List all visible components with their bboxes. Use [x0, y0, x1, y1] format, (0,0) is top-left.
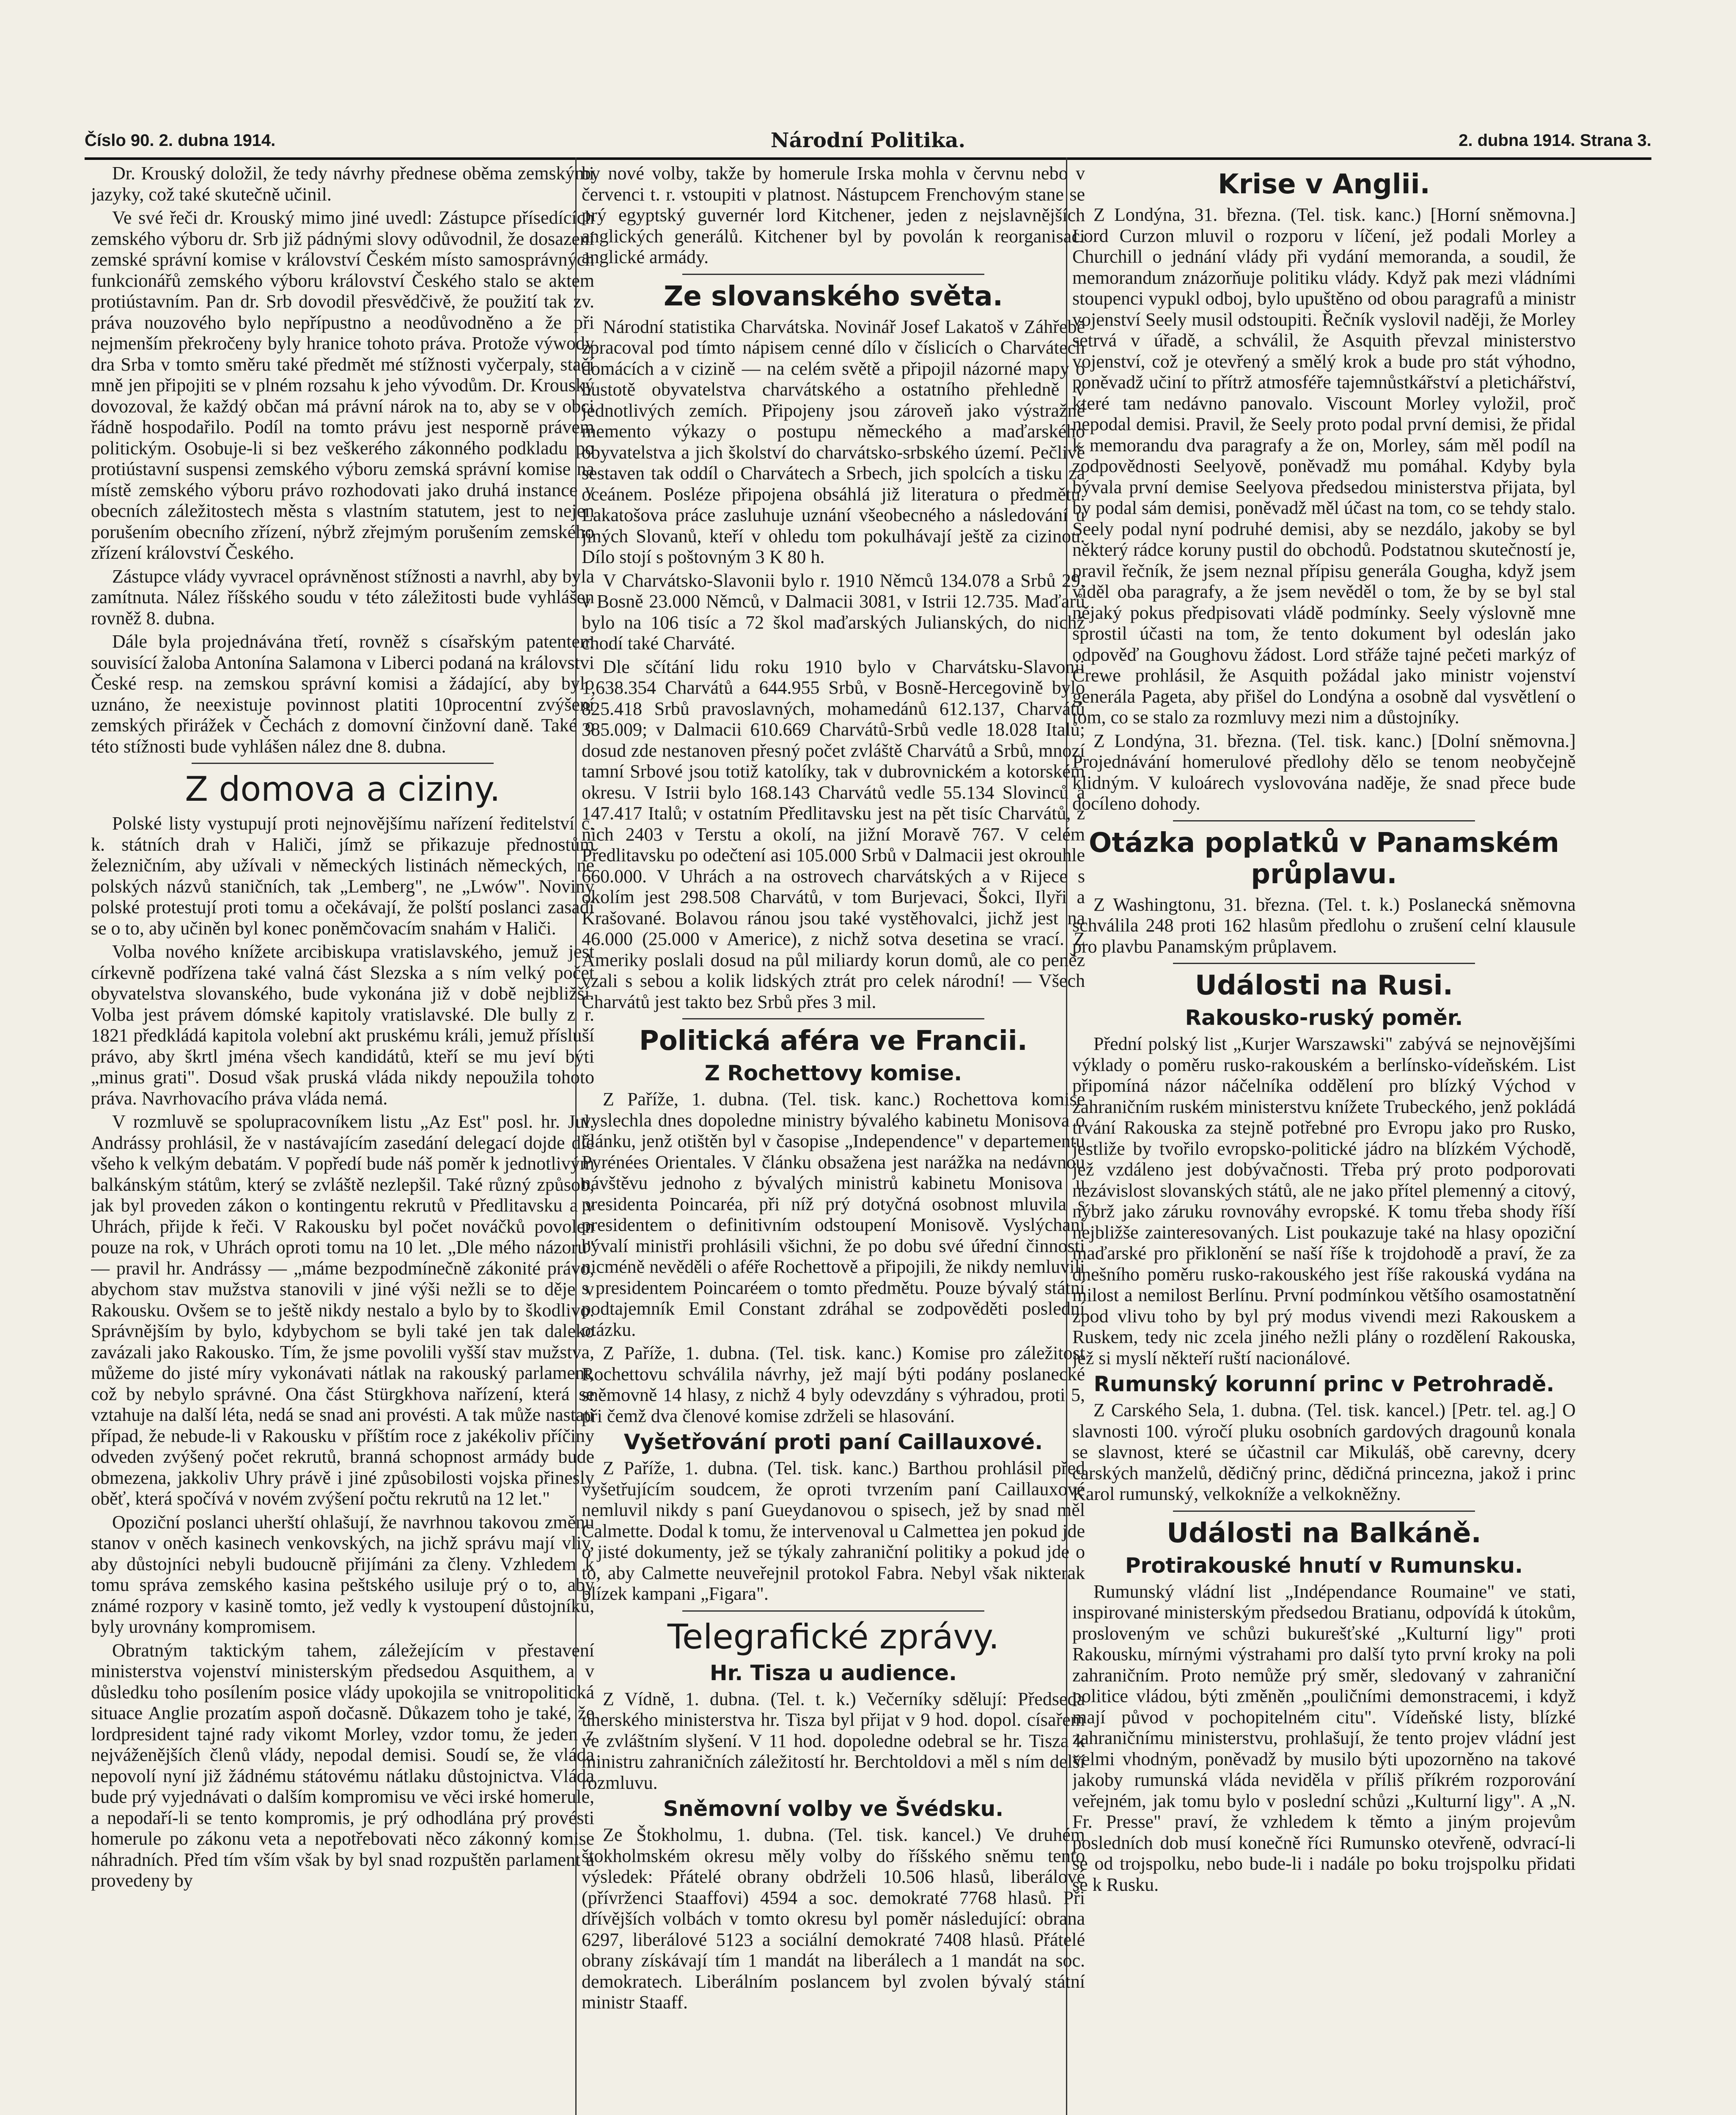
paragraph: Z Londýna, 31. března. (Tel. tisk. kanc.) [Dolní sněmovna.] Projednávání homerulové předlohy dělo se tenom neobyčejně klidným. V kuloárech vyslovována naděje, že snad přece bude docíleno dohody. [1072, 730, 1576, 814]
header-rule [85, 157, 1651, 160]
paragraph: by nové volby, takže by homerule Irska mohla v červnu nebo v červenci t. r. vstoupiti v platnost. Nástupcem Frenchovým stane se prý egyptský guvernér lord Kitchener, jeden z nejslavnějších anglických generálů. Kitchener byl by povolán k reorganisaci anglické armády. [582, 163, 1085, 267]
column-3 [1072, 163, 1576, 2115]
paragraph: Volba nového knížete arcibiskupa vratislavského, jemuž jest církevně podřízena také valná část Slezska a s ním velký počet obyvatelstva slovanského, bude vykonána již v době nejbližší. Volba jest právem dómské kapitoly vratislavské. Dle bully z r. 1821 předkládá kapitola volební akt pruskému králi, jemuž přísluší právo, aby škrtl jména všech kandidátů, kteří se mu jeví býti „minus grati". Dosud však pruská vláda nikdy nepoužila tohoto práva. Navrhovacího práva vláda nemá. [91, 941, 594, 1109]
section-divider [682, 274, 984, 275]
paragraph: Z Carského Sela, 1. dubna. (Tel. tisk. kancel.) [Petr. tel. ag.] O slavnosti 100. výročí pluku osobních gardových dragounů konala se slavnost, které se účastnil car Mikuláš, obě carevny, dcery carských manželů, dědičný princ, dědičná princezna, jakož i princ Karol rumunský, velkokníže a velkokněžny. [1072, 1400, 1576, 1504]
paragraph: Dr. Krouský doložil, že tedy návrhy přednese oběma zemskými jazyky, což také skutečně učinil. [91, 163, 594, 205]
section-heading: Telegrafické zprávy. [667, 1617, 1000, 1656]
subheading: Rumunský korunní princ v Petrohradě. [1093, 1372, 1555, 1396]
subheading: Protirakouské hnutí v Rumunsku. [1125, 1553, 1523, 1578]
section-divider [1173, 963, 1475, 964]
subheading: Rakousko-ruský poměr. [1185, 1005, 1463, 1030]
page-header [85, 127, 1651, 157]
column-2 [582, 163, 1085, 2115]
paragraph: Dle sčítání lidu roku 1910 bylo v Charvátsku-Slavonii 1,638.354 Charvátů a 644.955 Srbů, v Bosně-Hercegovině bylo 825.418 Srbů pravoslavných, mohamedánů 612.137, Charvátů 385.009; v Dalmacii 610.669 Charvátů-Srbů vedle 18.028 Italů; dosud zde nestanoven přesný počet zvláště Charvátů a Srbů, mnozí tamní Srbové jsou totiž katolíky, tak v dubrovnickém a kotorském okresu. V Istrii bylo 168.143 Charvátů vedle 55.134 Slovinců a 147.417 Italů; v ostatním Předlitavsku jest na pět tisíc Charvátů, z nich 2403 v Terstu a okolí, na jižní Moravě 767. V celém Předlitavsku po odečtení asi 105.000 Srbů v Dalmacii jest okrouhle 660.000. V Uhrách a na ostrovech charvátských a v Rijece s okolím jest 298.508 Charvátů, v tom Burjevaci, Šokci, Ilyři a Krašované. Bolavou ránou jsou také vystěhovalci, jichž jest na 46.000 (25.000 v Americe), z nichž sotva desetina se vrací. Z Ameriky poslali dosud na půl miliardy korun domů, ale co peněz vzali s sebou a kolik lidských ztrát pro celek národní! — Všech Charvátů jest takto bez Srbů přes 3 mil. [582, 656, 1085, 1012]
section-heading: Politická aféra ve Francii. [639, 1025, 1028, 1057]
paragraph: Rumunský vládní list „Indépendance Roumaine" ve stati, inspirované ministerským předsedou Bratianu, odpovídá k útokům, prosloveným ve schůzi bukurešťské „Kulturní ligy" proti Rakousku, mírnými výstrahami pro další tyto první kroky na poli zahraničním. Proto nemůže prý směr, sledovaný v zahraniční politice vládou, býti změněn „pouličními demonstracemi, i když mají původ v pochopitelném citu". Vídeňské listy, blízké zahraničnímu ministerstvu, prohlašují, že tento projev vládní jest velmi vhodným, poněvadž by musilo býti upozorněno na takové jakoby rumunská vláda neviděla v příliš příkrém rozporování veřejném, jak tomu bylo v poslední schůzi „Kulturní ligy". A „N. Fr. Presse" praví, že vzhledem k těmto a jiným projevům posledních dob musí konečně říci Rumunsko otevřeně, odvrací-li se od trojspolku, nebo bude-li i nadále po boku trojspolku přidati se k Rusku. [1072, 1581, 1576, 1895]
paragraph: Opoziční poslanci uherští ohlašují, že navrhnou takovou změnu stanov v oněch kasinech venkovských, na jichž správu mají vliv, aby důstojníci nebyli budoucně přijímáni za členy. Vzhledem k tomu správa zemského kasina peštského usiluje prý o to, aby známé rozpory v kasině tomto, jež vedly k vystoupení důstojníků, byly urovnány kompromisem. [91, 1511, 594, 1637]
issue-info: Číslo 90. 2. dubna 1914. [85, 131, 276, 150]
section-heading: Události na Balkáně. [1167, 1517, 1481, 1549]
section-divider [682, 1018, 984, 1019]
paragraph: Z Paříže, 1. dubna. (Tel. tisk. kanc.) Komise pro záležitost Rochettovu schválila návrhy, jež mají býti podány poslanecké sněmovně 14 hlasy, z nichž 4 byly odevzdány s výhradou, proti 5, při čemž dva členové komise zdrželi se hlasování. [582, 1343, 1085, 1426]
paragraph: Z Paříže, 1. dubna. (Tel. tisk. kanc.) Rochettova komise vyslechla dnes dopoledne ministry bývalého kabinetu Monisova o článku, jenž otištěn byl v časopise „Independence" v departementu Pyrénées Orientales. V článku obsažena jest narážka na nedávnou návštěvu jednoho z bývalých ministrů kabinetu Monisova u presidenta Poincaréa, při níž prý dotyčná osobnost mluvila s presidentem o definitivním odstoupení Monisově. Vyslýchaní bývalí ministři prohlásili všichni, že po dobu své úřední činnosti nicméně nevěděli o aféře Rochettově a připojili, že nikdy nemluvili s presidentem Poincaréem o tomto předmětu. Pouze bývalý státní podtajemník Emil Constant zdráhal se zodpověděti poslední otázku. [582, 1089, 1085, 1340]
section-heading: Události na Rusi. [1195, 970, 1453, 1001]
subheading: Vyšetřování proti paní Caillauxové. [624, 1430, 1043, 1454]
subheading: Sněmovní volby ve Švédsku. [663, 1796, 1004, 1821]
paragraph: Zástupce vlády vyvracel oprávněnost stížnosti a navrhl, aby byla zamítnuta. Nález říšského soudu v této záležitosti bude vyhlášen rovněž 8. dubna. [91, 566, 594, 629]
paragraph: Z Paříže, 1. dubna. (Tel. tisk. kanc.) Barthou prohlásil před vyšetřujícím soudcem, že oproti tvrzením paní Caillauxové nemluvil nikdy s paní Gueydanovou o spisech, jež by snad měl Calmette. Dodal k tomu, že intervenoval u Calmettea jen pokud jde o jisté dokumenty, jež se týkaly zahraniční politiky a pokud jde o to, aby Calmette neuveřejnil protokol Fabra. Nebyl však nikterak blízek kampani „Figara". [582, 1458, 1085, 1604]
paragraph: V Charvátsko-Slavonii bylo r. 1910 Němců 134.078 a Srbů 29, v Bosně 23.000 Němců, v Dalmacii 3081, v Istrii 12.735. Maďarů bylo na 106 tisíc a 72 škol maďarských Julianských, do nichž chodí také Charváté. [582, 570, 1085, 654]
date-page-info: 2. dubna 1914. Strana 3. [1459, 131, 1651, 150]
section-divider [1173, 820, 1475, 821]
section-heading: Ze slovanského světa. [663, 280, 1003, 312]
paragraph: Obratným taktickým tahem, záležejícím v přestavení ministerstva vojenství ministerským předsedou Asquithem, a v důsledku toho posílením posice vlády upokojila se vnitropolitická situace Anglie prozatím aspoň dočasně. Důkazem toho je také, že lordpresident tajné rady vikomt Morley, vzdor tomu, že jeden z nejváženějších členů vlády, nepodal demisi. Soudí se, že vláda nepovolí nyní již žádnému státovému nátlaku důstojnictva. Vláda bude prý vyjednávati o dalším kompromisu ve věci irské homerule, a nepodaří-li se tento kompromis, je prý odhodlána prý provésti homerule po zákonu veta a nepotřebovati něco zákonný komise náhradních. Před tím vším však by byl snad rozpuštěn parlament a provedeny by [91, 1640, 594, 1891]
section-heading: Z domova a ciziny. [185, 769, 500, 809]
section-heading: Krise v Anglii. [1218, 169, 1430, 200]
paragraph: Dále byla projednávána třetí, rovněž s císařským patentem souvisící žaloba Antonína Salamona v Liberci podaná na královstvi České resp. na zemskou správní komisi a žádající, aby bylo uznáno, že neexistuje povinnost platiti 10procentní zvýšení zemských přirážek v Čechách z domovní činžovní daně. Také o této stížnosti bude vyhlášen nález dne 8. dubna. [91, 631, 594, 757]
paragraph: Polské listy vystupují proti nejnovějšímu nařízení ředitelství c. k. státních drah v Haliči, jímž se přikazuje přednostům železničním, aby užívali v německých listinách německých, ne polských názvů staničních, tak „Lemberg", ne „Lwów". Noviny polské protestují proti tomu a očekávají, že polští poslanci zasadí se o to, aby učiněn byl konec poněmčovacím snahám v Haliči. [91, 813, 594, 939]
paragraph: Z Vídně, 1. dubna. (Tel. t. k.) Večerníky sdělují: Předseda uherského ministerstva hr. Tisza byl přijat v 9 hod. dopol. císařem ve zvláštním slyšení. V 11 hod. dopoledne odebral se hr. Tisza k ministru zahraničních záležitostí hr. Berchtoldovi a měl s ním delší rozmluvu. [582, 1688, 1085, 1793]
subheading: Hr. Tisza u audience. [709, 1660, 957, 1685]
subheading: Z Rochettovy komise. [704, 1061, 962, 1085]
masthead-title: Národní Politika. [770, 129, 966, 152]
section-divider [682, 1610, 984, 1612]
section-divider [192, 763, 494, 764]
paragraph: Ve své řeči dr. Krouský mimo jiné uvedl: Zástupce přísedících zemského výboru dr. Srb již pádnými slovy odůvodnil, že dosazení zemské správní komise v království Českém místo samosprávných funkcionářů zemského výboru království Českého stalo se aktem protiústavním. Pan dr. Srb dovodil přesvědčivě, že použití tak zv. práva nouzového bylo nepřípustno a neodůvodněno a že při nejmenším překročeny byly hranice tohoto práva. Protože výwody dra Srba v tomto směru také předmět mé stížnosti vyčerpaly, stačí mně jen připojiti se v plném rozsahu k jeho vývodům. Dr. Krouský dovozoval, že každý občan má právní nárok na to, aby se v obci řádně hospodařilo. Podíl na tomto právu jest nesporně právem politickým. Osobuje-li si bez veškerého zákonného podkladu po protiústavní suspensi zemského výboru zemská správní komise na místě zemského výboru právo rozhodovati jako druhá instance v obecních záležitostech města s vlastním statutem, jest to nejen porušením obecního zřízení, nýbrž zřejmým porušením zemského zřízení království Českého. [91, 207, 594, 563]
column-1 [91, 163, 594, 2115]
paragraph: Národní statistika Charvátska. Novinář Josef Lakatoš v Záhřebě zpracoval pod tímto nápisem cenné dílo v číslicích o Charvátech domácích a v cizině — na celém světě a připojil názorné mapy o hustotě obyvatelstva charvátského a ostatního přehledně v jednotlivých zemích. Připojeny jsou zároveň jako výstražné memento výkazy o postupu německého a maďarského obyvatelstva a jich školství do charvátsko-srbského území. Pečlivě sestaven tak oddíl o Charvátech a Srbech, jich spolcích a tisku za oceánem. Posléze připojena obsáhlá již literatura o předmětu. Lakatošova práce zasluhuje uznání všeobecného a následování u jiných Slovanů, kteří v ohledu tom pokulhávají ještě za cizinou. Dílo stojí s poštovným 3 K 80 h. [582, 316, 1085, 567]
paragraph: Ze Štokholmu, 1. dubna. (Tel. tisk. kancel.) Ve druhém štokholmském okresu měly volby do říšského sněmu tento výsledek: Přátelé obrany obdrželi 10.506 hlasů, liberálové (přívrženci Staaffovi) 4594 a soc. demokraté 7768 hlasů. Při dřívějších volbách v tomto okresu byl poměr následující: obrana 6297, liberálové 5123 a sociální demokraté 7408 hlasů. Přátelé obrany získávají tím 1 mandát na liberálech a 1 mandát na soc. demokratech. Liberálním poslancem byl zvolen bývalý státní ministr Staaff. [582, 1824, 1085, 2013]
paragraph: Z Londýna, 31. března. (Tel. tisk. kanc.) [Horní sněmovna.] Lord Curzon mluvil o rozporu v líčení, jež podali Morley a Churchill o jednání vlády při vydání memoranda, a soudil, že memorandum znázorňuje politiku vlády. Když pak mezi vládními stoupenci vypukl odboj, bylo upuštěno od obou paragrafů a ministr vojenství Seely musil odstoupiti. Řečník vyslovil naději, že Morley setrvá v úřadě, a schválil, že Asquith převzal ministerstvo vojenství, což je otevřený a smělý krok a bude pro stát výhodno, poněvadž učiní to přítrž atmosféře tajemnůstkářství a pletichářství, které tam nedávno panovalo. Viscount Morley vyložil, proč nepodal demisi. Pravil, že Seely proto podal první demisi, že přidal k memorandu dva paragrafy a že on, Morley, sám měl podíl na zodpovědnosti Seelyově, poněvadž mu pomáhal. Kdyby byla bývala první demise Seelyova předsedou ministerstva přijata, byl by podal sám demisi, poněvadž měl účast na tom, co se tehdy stalo. Seely podal nyní podruhé demisi, aby se nezdálo, jakoby se byl některý rádce koruny pustil do obchodů. Podstatnou skutečností je, pravil řečník, že jsem neznal přípisu generála Gougha, když jsem viděl oba paragrafy, a že jsem nevěděl o tom, že by se byl stal nějaký pokus předpisovati vládě podmínky. Seely výslovně mne sprostil účasti na tom, že tento dokument byl odeslán jako odpověď na Goughovu žádost. Lord střáže tajné pečeti markýz of Crewe prohlásil, že Asquith požádal jako ministr vojenství generála Pageta, aby přišel do Londýna a osobně dal vysvětlení o tom, co se stalo za rozmluvy mezi nim a důstojníky. [1072, 204, 1576, 728]
section-divider [1173, 1511, 1475, 1512]
paragraph: Přední polský list „Kurjer Warszawski" zabývá se nejnovějšími výklady o poměru rusko-rakouském a berlínsko-vídeňském. List připomíná názor náčelníka oddělení pro blízký Východ v zahraničním ruském ministerstvu knížete Trubeckého, jenž pokládá trvání Rakouska za stejně potřebné pro Evropu jako pro Rusko, jestliže by tvořilo evropsko-politické jádro na blízkém Východě, jež vzdáleno jest dobývačnosti. Třeba prý proto podporovati nezávislost slovanských států, ale ne jako přítel plemenný a citový, nýbrž jako záruku rovnováhy evropské. K tomu třeba shody říší nejbližše zainteresovaných. List poukazuje také na hlasy opoziční maďarské pro přiklonění se naší říše k trojdohodě a praví, že za dnešního poměru rusko-rakouského jest říše rakouská vydána na milost a nemilost Berlínu. První podmínkou většího osamostatnění zpod vlivu toho by byl prý modus vivendi mezi Rakouskem a Ruskem, tedy nic zcela jiného nežli plány o rozdělení Rakouska, jež si myslí někteří ruští nacionálové. [1072, 1033, 1576, 1368]
paragraph: Z Washingtonu, 31. března. (Tel. t. k.) Poslanecká sněmovna schválila 248 proti 162 hlasům předlohu o zrušení celní klausule pro plavbu Panamským průplavem. [1072, 894, 1576, 957]
section-heading: Otázka poplatků v Panamském průplavu. [1088, 827, 1560, 890]
paragraph: V rozmluvě se spolupracovníkem listu „Az Est" posl. hr. Jul. Andrássy prohlásil, že v nastávajícím zasedání delegací dojde dle všeho k velkým debatám. V popředí bude náš poměr k jednotlivým balkánským státům, který se zvláště nezlepšil. Také různý způsob, jak byl proveden zákon o kontingentu rekrutů v Předlitavsku a v Uhrách, přijde k řeči. V Rakousku byl počet nováčků povolen pouze na rok, v Uhrách oproti tomu na 10 let. „Dle mého názoru" — pravil hr. Andrássy — „máme bezpodmínečně zákonité právo, abychom stav mužstva stanovili v jiné výši nežli se to děje v Rakousku. Ovšem se to ještě nikdy nestalo a bylo by to škodlivo. Správnějším by bylo, kdybychom se byli také jen tak daleko zavázali jako Rakousko. Tím, že jsme povolili vyšší stav mužstva, můžeme do jisté míry vykonávati nátlak na rakouský parlament, což by nebylo správné. Ona část Stürgkhova nařízení, která se vztahuje na další léta, nedá se snad ani provésti. A tak může nastati případ, že nebude-li v Rakousku v příštím roce z jakékoliv příčiny odveden zvýšený počet rekrutů, branná schopnost armády bude obmezena, jakkoliv Uhry právě i jiné způsobilosti vojska přinesly oběť, která spočívá v novém zvýšení počtu rekrutů na 12 let." [91, 1111, 594, 1509]
